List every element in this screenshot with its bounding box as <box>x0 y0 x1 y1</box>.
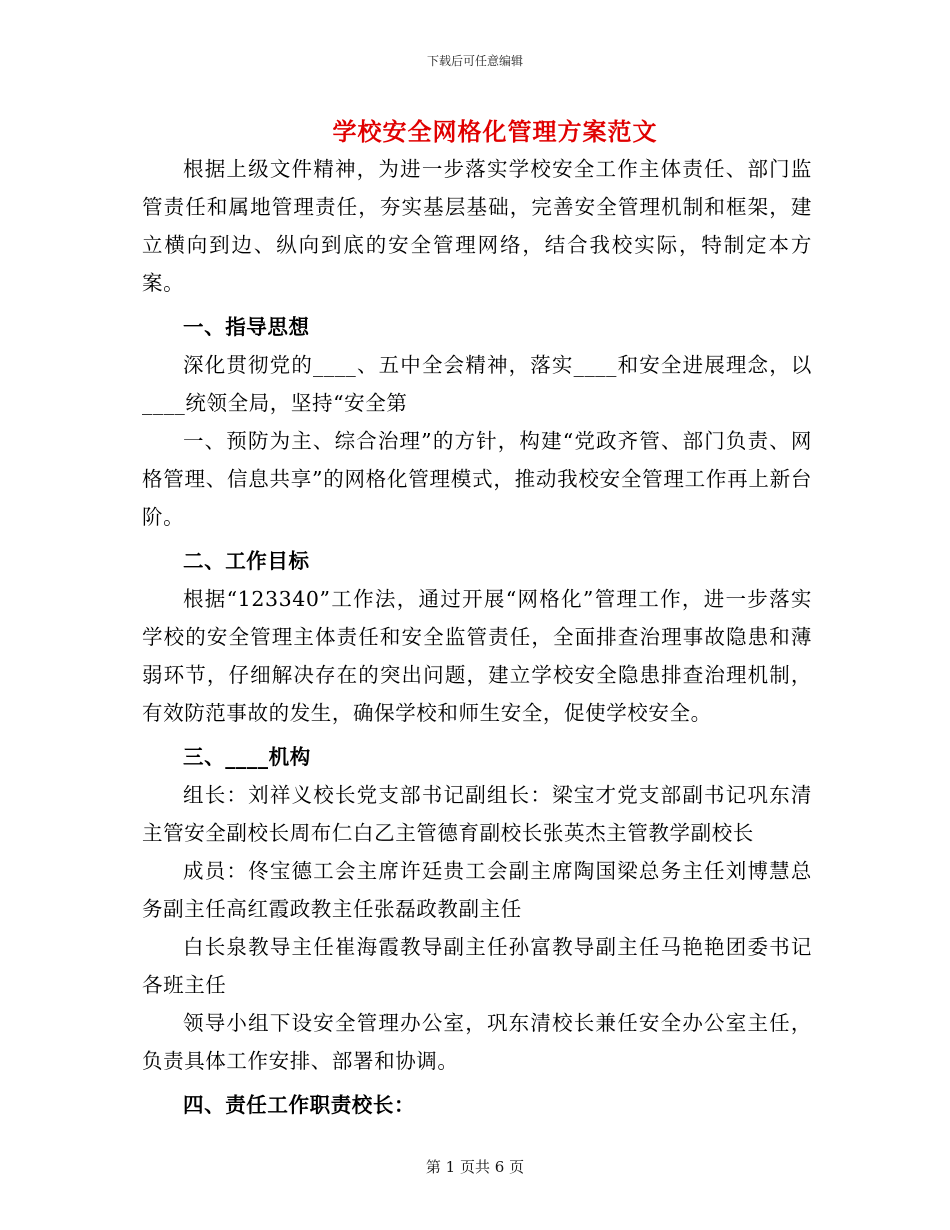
page-header-note: 下载后可任意编辑 <box>426 54 523 68</box>
organization-leaders-paragraph: 组长：刘祥义校长党支部书记副组长：梁宝才党支部副书记巩东清主管安全副校长周布仁白乙主管德育副校长张英杰主管教学副校长 <box>142 783 812 845</box>
document-title: 学校安全网格化管理方案范文 <box>332 117 658 146</box>
organization-members-paragraph-1: 成员：佟宝德工会主席许廷贵工会副主席陶国梁总务主任刘博慧总务副主任高红霞政教主任张磊政教副主任 <box>142 859 812 921</box>
section-heading-responsibilities: 四、责任工作职责校长： <box>183 1093 416 1117</box>
work-goals-paragraph: 根据“123340”工作法，通过开展“网格化”管理工作，进一步落实学校的安全管理主体责任和安全监管责任，全面排查治理事故隐患和薄弱环节，仔细解决存在的突出问题，建立学校安全隐患排查治理机制，有效防范事故的发生，确保学校和师生安全，促使学校安全。 <box>142 587 812 725</box>
section-heading-organization: 三、____机构 <box>183 745 311 769</box>
safety-office-paragraph: 领导小组下设安全管理办公室，巩东清校长兼任安全办公室主任，负责具体工作安排、部署和协调。 <box>142 1011 812 1073</box>
guiding-ideology-paragraph-2: 一、预防为主、综合治理”的方针，构建“党政齐管、部门负责、网格管理、信息共享”的网格化管理模式，推动我校安全管理工作再上新台阶。 <box>142 429 812 529</box>
section-heading-work-goals: 二、工作目标 <box>183 549 310 573</box>
intro-paragraph: 根据上级文件精神，为进一步落实学校安全工作主体责任、部门监管责任和属地管理责任，夯实基层基础，完善安全管理机制和框架，建立横向到边、纵向到底的安全管理网络，结合我校实际，特制定本方案。 <box>142 157 812 295</box>
document-body <box>142 150 812 1124</box>
page-number-footer: 第 1 页共 6 页 <box>425 1158 525 1176</box>
section-heading-guiding-ideology: 一、指导思想 <box>183 315 310 339</box>
organization-members-paragraph-2: 白长泉教导主任崔海霞教导副主任孙富教导副主任马艳艳团委书记各班主任 <box>142 935 812 997</box>
guiding-ideology-paragraph-1: 深化贯彻党的____、五中全会精神，落实____和安全进展理念，以____统领全局，坚持“安全第 <box>142 353 812 415</box>
